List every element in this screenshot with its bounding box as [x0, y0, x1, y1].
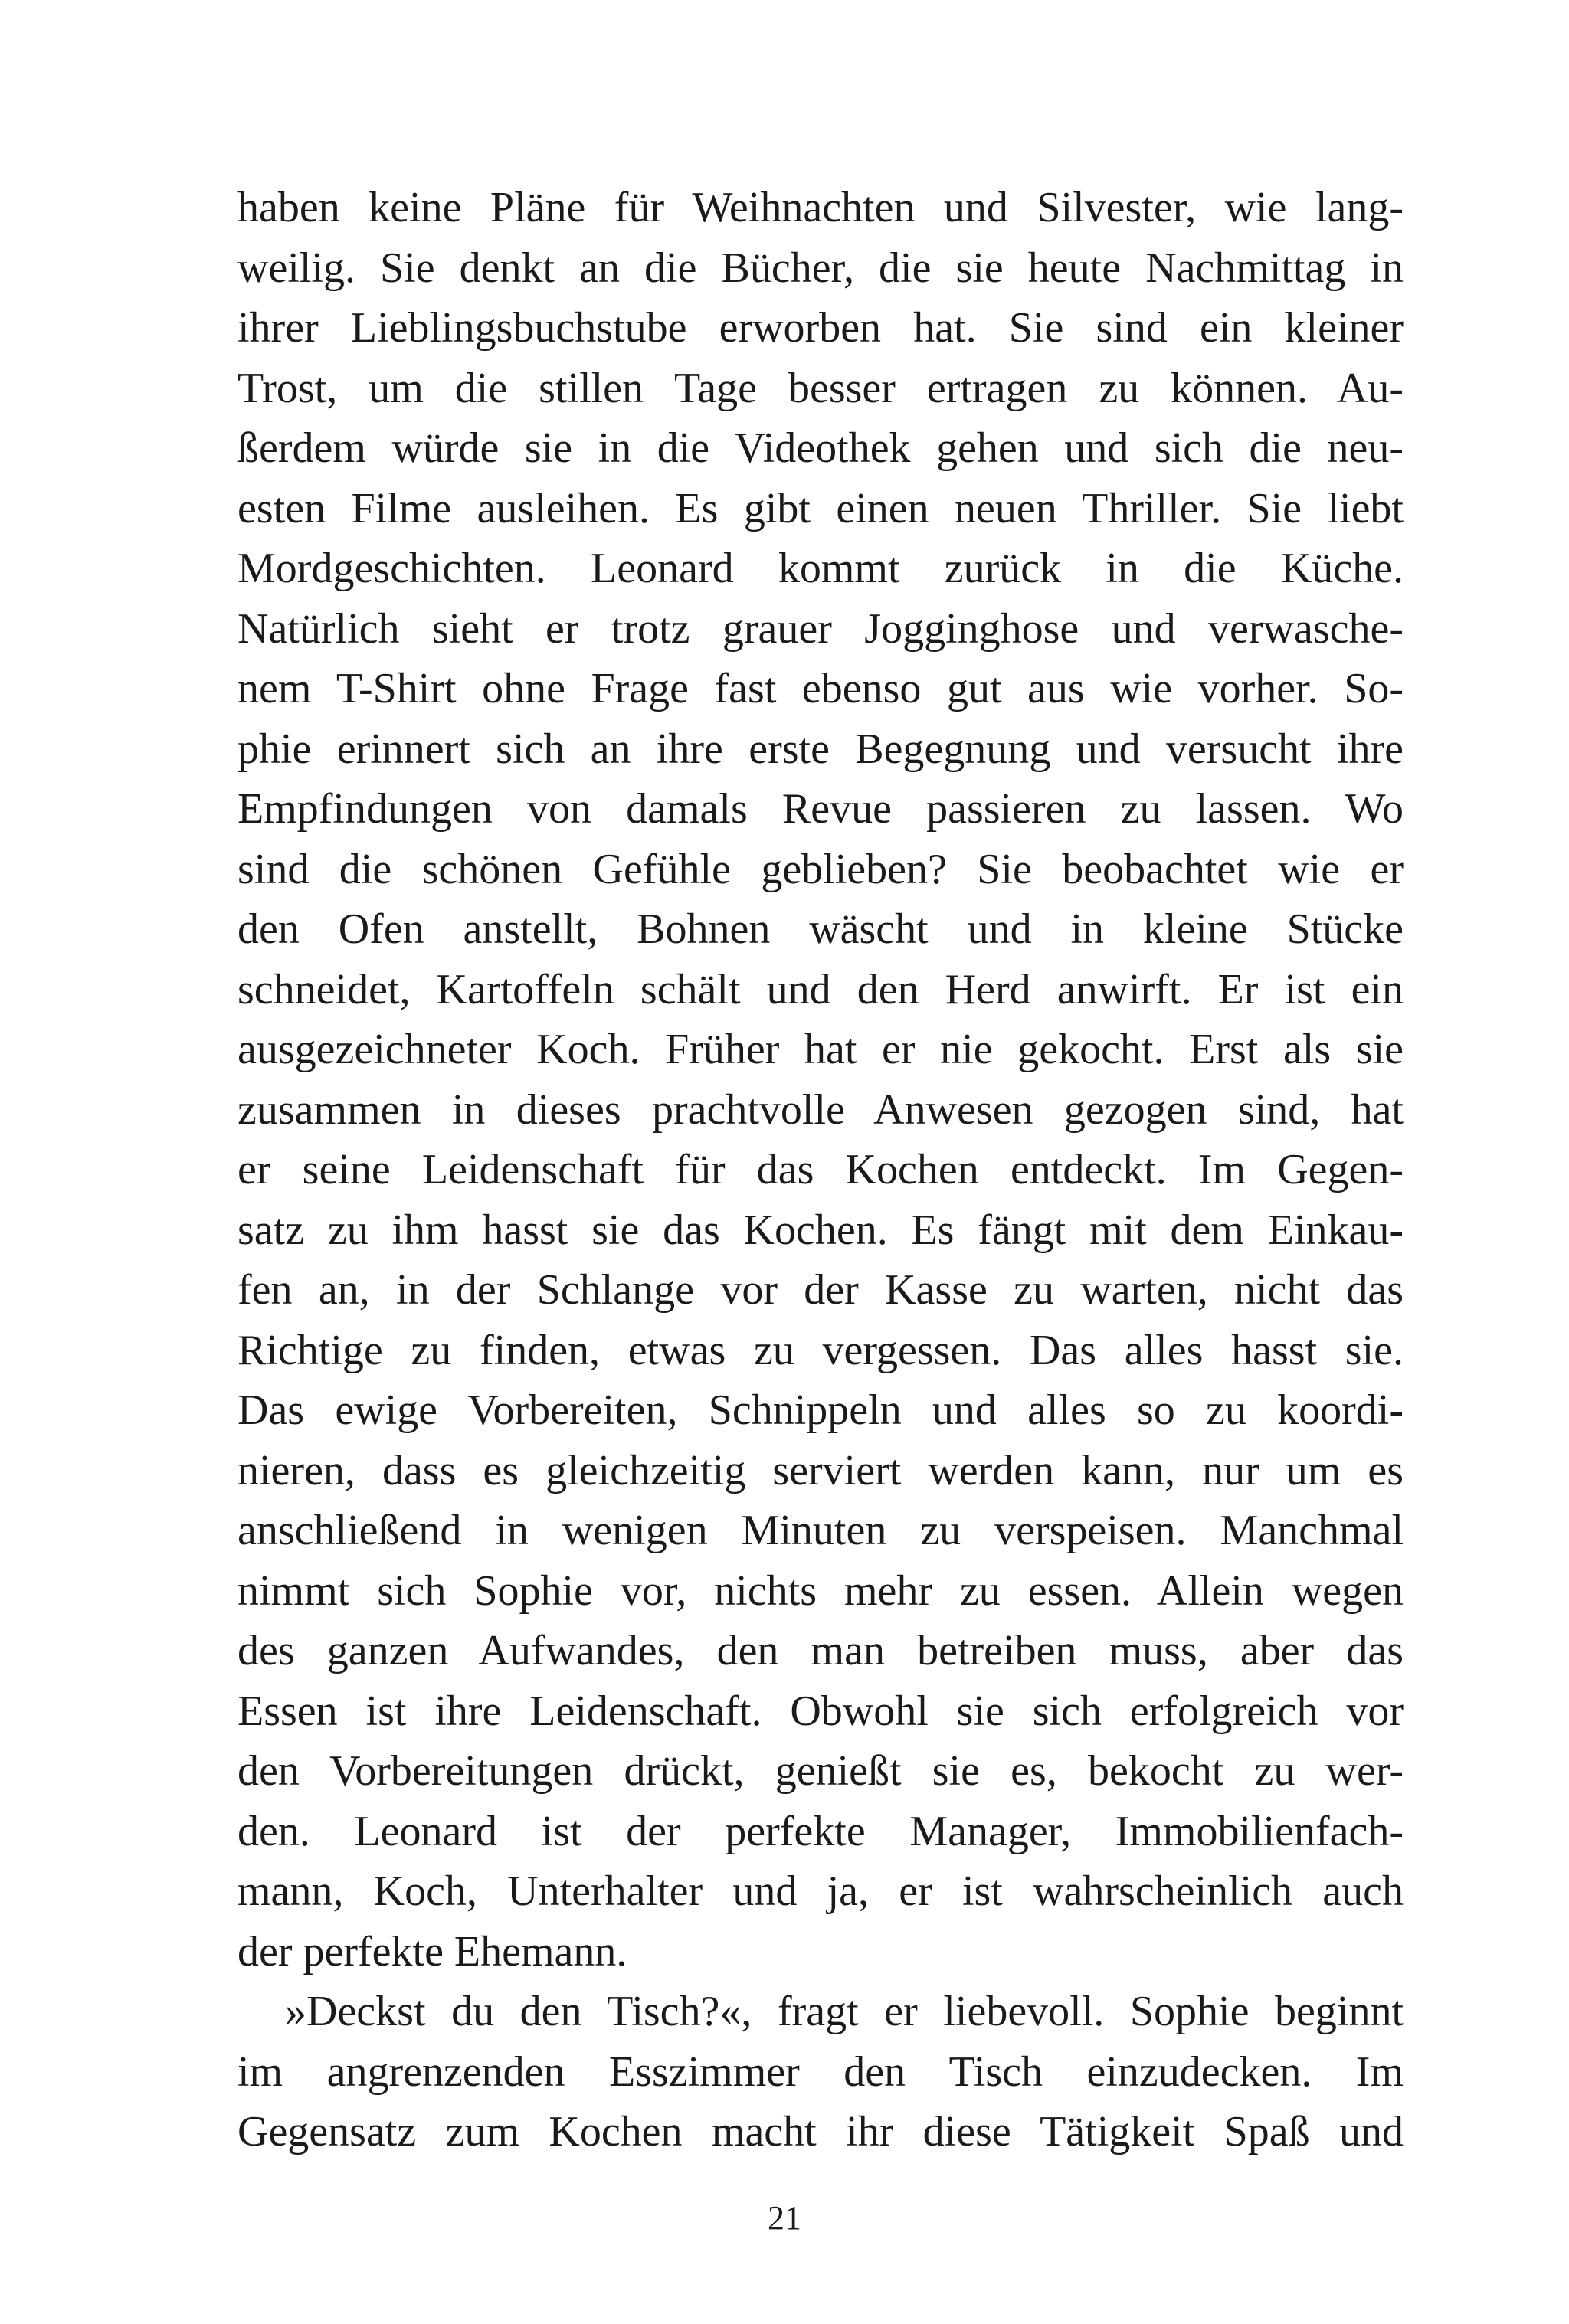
text-line: ßerdem würde sie in die Videothek gehen und sich die neu- — [237, 424, 1404, 472]
text-line: esten Filme ausleihen. Es gibt einen neuen Thriller. Sie liebt — [237, 484, 1404, 532]
text-line: phie erinnert sich an ihre erste Begegnung und versucht ihre — [237, 725, 1404, 773]
text-line: zusammen in dieses prachtvolle Anwesen gezogen sind, hat — [237, 1085, 1404, 1134]
text-line: schneidet, Kartoffeln schält und den Herd anwirft. Er ist ein — [237, 965, 1404, 1013]
text-line: er seine Leidenschaft für das Kochen entdeckt. Im Gegen- — [237, 1146, 1404, 1193]
text-line: ausgezeichneter Koch. Früher hat er nie gekocht. Erst als sie — [237, 1026, 1404, 1073]
text-line: mann, Koch, Unterhalter und ja, er ist wahrscheinlich auch — [237, 1867, 1404, 1915]
text-line: Gegensatz zum Kochen macht ihr diese Tätigkeit Spaß und — [237, 2108, 1404, 2155]
text-line: des ganzen Aufwandes, den man betreiben muss, aber das — [237, 1627, 1404, 1674]
page-number: 21 — [768, 2199, 801, 2237]
text-line: Das ewige Vorbereiten, Schnippeln und alles so zu koordi- — [237, 1386, 1404, 1434]
text-line: Essen ist ihre Leidenschaft. Obwohl sie sich erfolgreich vor — [237, 1687, 1404, 1735]
text-line: den. Leonard ist der perfekte Manager, Immobilienfach- — [237, 1807, 1404, 1855]
text-line: »Deckst du den Tisch?«, fragt er liebevoll. Sophie beginnt — [285, 1988, 1404, 2035]
text-line: anschließend in wenigen Minuten zu verspeisen. Manchmal — [237, 1507, 1404, 1554]
text-line: Trost, um die stillen Tage besser ertragen zu können. Au- — [237, 364, 1404, 412]
text-line: Empfindungen von damals Revue passieren zu lassen. Wo — [237, 785, 1404, 833]
text-line: Mordgeschichten. Leonard kommt zurück in die Küche. — [237, 545, 1404, 592]
text-line: sind die schönen Gefühle geblieben? Sie beobachtet wie er — [237, 845, 1404, 893]
text-line: der perfekte Ehemann. — [237, 1927, 627, 1975]
text-line: nem T-Shirt ohne Frage fast ebenso gut aus wie vorher. So- — [237, 665, 1404, 712]
text-line: Richtige zu finden, etwas zu vergessen. Das alles hasst sie. — [237, 1326, 1404, 1374]
text-line: den Vorbereitungen drückt, genießt sie es, bekocht zu wer- — [237, 1747, 1404, 1795]
text-line: nieren, dass es gleichzeitig serviert werden kann, nur um es — [237, 1446, 1404, 1494]
text-line: haben keine Pläne für Weihnachten und Silvester, wie lang- — [237, 184, 1404, 231]
body-text — [237, 178, 1404, 2162]
text-line: fen an, in der Schlange vor der Kasse zu warten, nicht das — [237, 1266, 1404, 1314]
text-line: den Ofen anstellt, Bohnen wäscht und in kleine Stücke — [237, 905, 1404, 953]
text-line: ihrer Lieblingsbuchstube erworben hat. Sie sind ein kleiner — [237, 304, 1404, 352]
text-line: nimmt sich Sophie vor, nichts mehr zu essen. Allein wegen — [237, 1566, 1404, 1615]
text-line: im angrenzenden Esszimmer den Tisch einzudecken. Im — [237, 2047, 1404, 2096]
text-line: weilig. Sie denkt an die Bücher, die sie heute Nachmittag in — [237, 244, 1404, 292]
text-line: satz zu ihm hasst sie das Kochen. Es fängt mit dem Einkau- — [237, 1206, 1404, 1254]
text-line: Natürlich sieht er trotz grauer Jogginghose und verwasche- — [237, 604, 1404, 653]
